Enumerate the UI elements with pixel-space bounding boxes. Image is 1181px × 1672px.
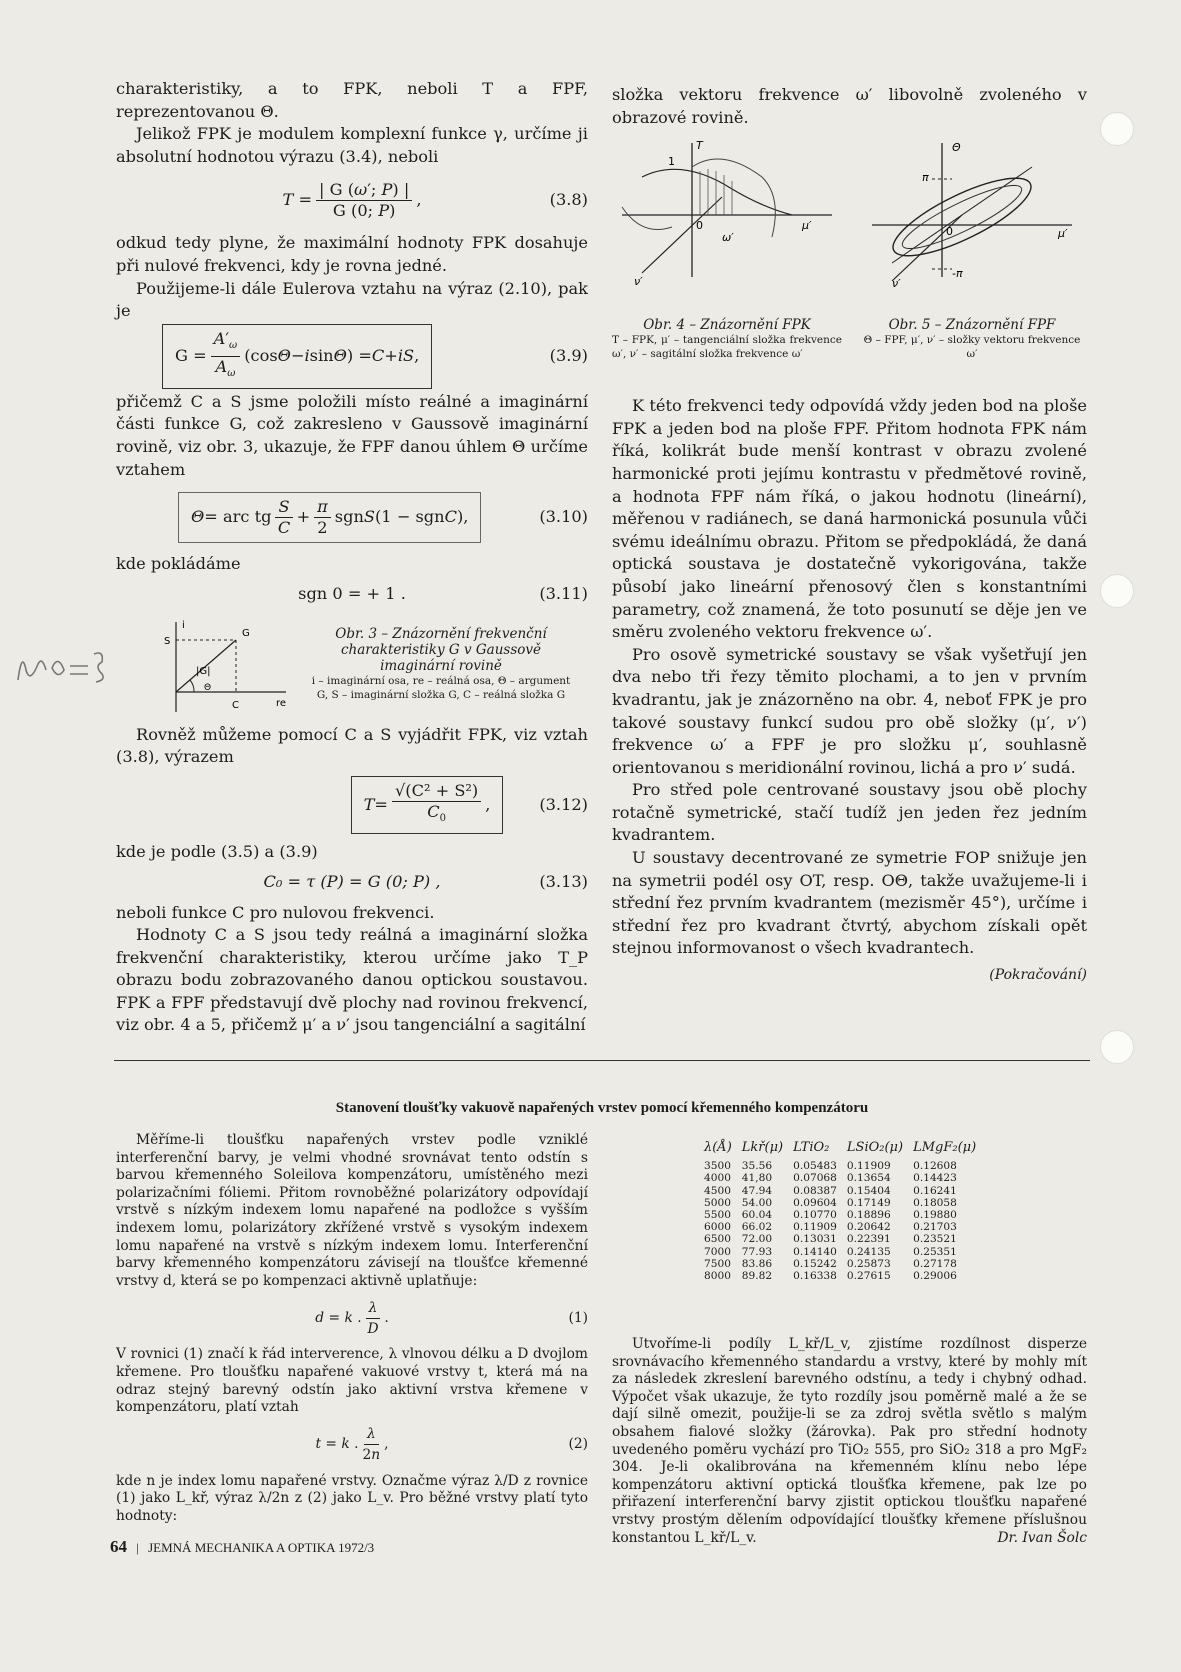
figure-5-legend: Θ – FPF, μ′, ν′ – složky vektoru frekvence ω′ <box>863 334 1081 361</box>
page-footer: 64 | JEMNÁ MECHANIKA A OPTIKA 1972/3 <box>110 1537 375 1556</box>
table-cell: 0.19880 <box>913 1209 957 1222</box>
figure-3 <box>116 616 588 720</box>
table-cell: 47.94 <box>741 1184 773 1197</box>
equation-3-8: T = $\frac{| G (\omega'; P) |}{G (0; P)}$ , (3.8) <box>282 179 588 220</box>
figure-3-diagram <box>146 616 296 716</box>
journal-name: JEMNÁ MECHANIKA A OPTIKA 1972/3 <box>148 1540 375 1555</box>
equation-number: (3.8) <box>549 190 588 210</box>
equation-1: d = k . $\frac{\lambda}{D}$ . (1) <box>315 1299 588 1337</box>
table-cell: 0.15404 <box>846 1184 891 1197</box>
table-cell: 0.16241 <box>913 1184 957 1197</box>
table-row <box>704 1172 986 1184</box>
paragraph: Utvoříme-li podíly L_kř/L_v, zjistíme rozdílnost disperze srovnávacího křemenného standardu a vrstvy, které by mohly mít za následek zkreslení barevného odstínu, a tedy i chybný odhad. Výpočet však ukazuje, že tyto rozdíly jsou poměrně malé a že se dají silně omezit, použije-li se za zdroj světla světlo s malým obsahem fialové složky (žárovka). Pak pro střední hodnoty uvedeného poměru vychází pro TiO₂ 555, pro SiO₂ 318 a pro MgF₂ 304. Je-li okalibrována na křemenném klínu nebo lépe kompenzátoru aktivní optická tloušťka křemene, pak lze po přiřazení interferenční barvy zjistit optickou tloušťku napařené vrstvy prostým dělením odpovídající tloušťky křemene příslušnou konstantou L_kř/L_v. <box>612 1336 1087 1546</box>
table-header-row <box>704 1142 986 1160</box>
svg-text:i: i <box>182 619 185 631</box>
svg-text:G: G <box>242 627 250 639</box>
right-column <box>612 84 1087 987</box>
table-cell: 6500 <box>704 1233 731 1246</box>
svg-text:ω′: ω′ <box>722 231 734 245</box>
table-cell: 72.00 <box>741 1233 773 1246</box>
svg-text:μ′: μ′ <box>1058 227 1068 241</box>
figure-4-caption: Obr. 4 – Znázornění FPK <box>643 317 811 334</box>
table-cell: 5000 <box>704 1196 731 1209</box>
svg-text:-π: -π <box>952 267 963 281</box>
figure-5-diagram <box>862 137 1082 287</box>
paragraph: neboli funkce C pro nulovou frekvenci. <box>116 902 435 922</box>
punch-hole <box>1100 1030 1134 1064</box>
continued-note: (Pokračování) <box>989 967 1087 984</box>
column-header: λ(Å) <box>704 1140 732 1155</box>
table-cell: 0.09604 <box>793 1196 837 1209</box>
table-cell: 60.04 <box>741 1209 773 1222</box>
equation-3-9: G = $\frac{A'_\omega}{A_\omega}$ (cos Θ − i sin Θ ) = C + iS , (3.9) <box>162 329 588 385</box>
left-column <box>116 78 588 1037</box>
paragraph: Pro střed pole centrované soustavy jsou obě plochy rotačně symetrické, stačí tudíž jen jeden řez jedním kvadrantem. <box>612 780 1087 845</box>
table-cell: 0.25351 <box>913 1245 957 1258</box>
table-row <box>704 1270 986 1282</box>
paragraph: složka vektoru frekvence ω′ libovolně zvoleného v obrazové rovině. <box>612 85 1087 127</box>
paragraph: kde n je index lomu napařené vrstvy. Označme výraz λ/D z rovnice (1) jako L_kř, výraz λ/2n z (2) jako L_v. Pro běžné vrstvy platí tyto hodnoty: <box>116 1472 588 1524</box>
table-cell: 0.17149 <box>846 1196 891 1209</box>
table-cell: 54.00 <box>741 1196 773 1209</box>
paragraph: odkud tedy plyne, že maximální hodnoty FPK dosahuje při nulové frekvenci, kdy je rovna jedné. <box>116 233 588 275</box>
equation-3-13: C₀ = τ (P) = G (0; P) , (3.13) <box>116 870 588 896</box>
table-cell: 0.20642 <box>846 1221 891 1234</box>
svg-text:S: S <box>164 635 171 647</box>
table-cell: 0.12608 <box>913 1160 957 1173</box>
equation-number: (3.13) <box>539 872 588 892</box>
svg-text:C: C <box>232 699 239 711</box>
table-cell: 0.25873 <box>846 1257 891 1270</box>
table-cell: 0.27615 <box>846 1270 891 1283</box>
svg-text:0: 0 <box>946 225 953 239</box>
column-header: LSiO₂(μ) <box>846 1140 904 1155</box>
article-right-column <box>612 1336 1087 1548</box>
equation-2: t = k . $\frac{\lambda}{2n}$ , (2) <box>315 1426 588 1464</box>
figure-5-caption: Obr. 5 – Znázornění FPF <box>888 317 1056 334</box>
svg-text:Θ: Θ <box>952 141 961 155</box>
paragraph: Hodnoty C a S jsou tedy reálná a imaginární složka frekvenční charakteristiky, kterou určíme jako T_P obrazu bodu zobrazovaného danou optickou soustavou. FPK a FPF představují dvě plochy nad rovinou frekvencí, viz obr. 4 a 5, přičemž μ′ a ν′ jsou tangenciální a sagitální <box>116 925 588 1035</box>
column-header: LTiO₂ <box>793 1140 830 1155</box>
equation-number: (3.11) <box>539 584 588 604</box>
equation-3-12: T = $\frac{\text{√(C² + S²)}}{C_0}$ , (3.12) <box>116 775 588 835</box>
table-cell: 0.18058 <box>913 1196 957 1209</box>
table-body <box>704 1160 986 1282</box>
table-row <box>704 1197 986 1209</box>
paragraph: přičemž C a S jsme položili místo reálné a imaginární části funkce G, což zakresleno v Gaussově imaginární rovině, viz obr. 3, ukazuje, že FPF danou úhlem Θ určíme vztahem <box>116 391 588 479</box>
paragraph: K této frekvenci tedy odpovídá vždy jeden bod na ploše FPK a jeden bod na ploše FPF. Přitom hodnota FPK nám říká, kolikrát bude menší kontrast v obrazu zvolené harmonické proti jejímu kontrastu v předmětové rovině, a hodnota FPF nám říká, o jakou hodnotu (lineární), měřenou v radiánech, se daná harmonická posunula vůči svému ideálnímu obrazu. Přitom se předpokládá, že daná optická soustava je dostatečně vykorigována, takže působí jako lineární přenosový člen s konstantními parametry, což znamená, že toto posunutí se děje jen ve směru zvoleného vektoru frekvence ω′. <box>612 396 1087 642</box>
punch-hole <box>1100 574 1134 608</box>
figure-4-diagram <box>612 137 842 287</box>
table-cell: 6000 <box>704 1221 731 1234</box>
equation-number: (3.12) <box>539 794 588 814</box>
table-row <box>704 1233 986 1245</box>
table-cell: 83.86 <box>741 1257 773 1270</box>
section-divider <box>114 1060 1090 1061</box>
table-row <box>704 1185 986 1197</box>
equation-3-11: sgn 0 = + 1 . (3.11) <box>116 582 588 608</box>
table-cell: 3500 <box>704 1160 731 1173</box>
equation-number: (3.9) <box>549 346 588 366</box>
paragraph: Měříme-li tloušťku napařených vrstev podle vzniklé interferenční barvy, je velmi vhodné srovnávat tento odstín s barvou křemenného Soleilova kompenzátoru, umístěného mezi polarizačními fóliemi. Přitom rovnoběžné polarizátory odpovídají vrstvě s nízkým indexem lomu napařené na podložce s vyšším indexem lomu, polarizátory zkřížené vrstvě s vysokým indexem lomu napařené na vrstvě s nízkým indexem lomu. Interferenční barvy křemenného kompenzátoru závisejí na tloušťce křemenné vrstvy d, která se po kompenzaci aktivně uplatňuje: <box>116 1132 588 1289</box>
svg-text:T: T <box>696 139 703 153</box>
table-cell: 0.18896 <box>846 1209 891 1222</box>
table-cell: 89.82 <box>741 1270 773 1283</box>
paragraph: V rovnici (1) značí k řád interverence, λ vlnovou délku a D dvojlom křemene. Pro tloušťku napařené vakuové vrstvy t, která má na odraz stejný barevný odstín jako aktivní vrstva křemene v kompenzátoru, platí vztah <box>116 1346 588 1416</box>
table-cell: 0.15242 <box>793 1257 837 1270</box>
table-cell: 7000 <box>704 1245 731 1258</box>
svg-text:Θ: Θ <box>204 682 212 693</box>
svg-text:1: 1 <box>668 155 675 169</box>
table-cell: 0.14423 <box>913 1172 957 1185</box>
article-title: Stanovení tloušťky vakuově napařených vrstev pomocí křemenného kompenzátoru <box>335 1100 869 1116</box>
figures-4-5 <box>612 137 1087 395</box>
table-cell: 5500 <box>704 1209 731 1222</box>
table-cell: 8000 <box>704 1270 731 1283</box>
table-cell: 0.27178 <box>913 1257 957 1270</box>
paragraph: charakteristiky, a to FPK, neboli T a FPF, reprezentovanou Θ. <box>116 79 588 121</box>
paragraph: Použijeme-li dále Eulerova vztahu na výraz (2.10), pak je <box>116 278 588 321</box>
table-cell: 0.11909 <box>793 1221 837 1234</box>
values-table <box>704 1142 986 1282</box>
equation-3-10: Θ = arc tg $\frac{S}{C}$ + $\frac{\pi}{2}$ sgn S (1 − sgn C ), (3.10) <box>178 487 588 547</box>
table-cell: 35.56 <box>741 1160 773 1173</box>
table-row <box>704 1221 986 1233</box>
paragraph: kde je podle (3.5) a (3.9) <box>116 841 318 861</box>
table-cell: 66.02 <box>741 1221 773 1234</box>
table-row <box>704 1246 986 1258</box>
table-cell: 4000 <box>704 1172 731 1185</box>
table-cell: 0.08387 <box>793 1184 837 1197</box>
table-cell: 77.93 <box>741 1245 773 1258</box>
table-row <box>704 1160 986 1172</box>
paragraph: Rovněž můžeme pomocí C a S vyjádřit FPK, viz vztah (3.8), výrazem <box>116 724 588 767</box>
table-cell: 0.13031 <box>793 1233 837 1246</box>
svg-text:|G|: |G| <box>196 665 211 677</box>
svg-text:re: re <box>276 697 287 709</box>
figure-4-legend: T – FPK, μ′ – tangenciální složka frekvence ω′, ν′ – sagitální složka frekvence ω′ <box>612 334 842 361</box>
table-cell: 0.14140 <box>793 1245 837 1258</box>
column-header: LMgF₂(μ) <box>913 1140 977 1155</box>
svg-text:0: 0 <box>696 219 703 233</box>
handwritten-note <box>8 640 108 700</box>
table-cell: 0.23521 <box>913 1233 957 1246</box>
svg-text:ν′: ν′ <box>634 275 643 288</box>
table-cell: 0.10770 <box>793 1209 837 1222</box>
page-number: 64 <box>110 1537 127 1556</box>
table-cell: 0.13654 <box>846 1172 891 1185</box>
table-cell: 0.11909 <box>846 1160 891 1173</box>
table-cell: 4500 <box>704 1184 731 1197</box>
table-cell: 41,80 <box>741 1172 773 1185</box>
table-row <box>704 1209 986 1221</box>
author: Dr. Ivan Šolc <box>997 1530 1087 1547</box>
punch-hole <box>1100 112 1134 146</box>
figure-3-legend: i – imaginární osa, re – reálná osa, Θ – argument G, S – imaginární složka G, C – reálná složka G <box>311 674 571 701</box>
table-cell: 0.22391 <box>846 1233 891 1246</box>
paragraph: kde pokládáme <box>116 554 241 574</box>
equation-number: (2) <box>568 1435 588 1452</box>
figure-3-caption: Obr. 3 – Znázornění frekvenční charakteristiky G v Gaussově imaginární rovině <box>335 625 547 674</box>
table-cell: 0.29006 <box>913 1270 957 1283</box>
table-cell: 0.05483 <box>793 1160 837 1173</box>
equation-number: (1) <box>568 1309 588 1326</box>
table-row <box>704 1258 986 1270</box>
table-cell: 7500 <box>704 1257 731 1270</box>
table-cell: 0.21703 <box>913 1221 957 1234</box>
paragraph: Pro osově symetrické soustavy se však vyšetřují jen dva nebo tři řezy těmito plochami, a to jen v prvním kvadrantu, jak je znázorněno na obr. 4, neboť FPK je pro takové soustavy funkcí sudou pro obě složky (μ′, ν′) frekvence ω′ a FPF je pro složku μ′, souhlasně orientovanou s meridionální rovinou, lichá a pro ν′ sudá. <box>612 644 1087 777</box>
column-header: Lkř(μ) <box>741 1140 784 1155</box>
table-cell: 0.07068 <box>793 1172 837 1185</box>
svg-text:ν′: ν′ <box>892 277 901 288</box>
paragraph: U soustavy decentrované ze symetrie FOP snižuje jen na symetrii podél osy OT, resp. OΘ, takže uvažujeme-li i střední řez prvním kvadrantem (mezisměr 45°), určíme i střední řez pro kvadrant čtvrtý, abychom získali opět stejnou informovanost o všech kvadrantech. <box>612 848 1087 958</box>
equation-number: (3.10) <box>539 506 588 526</box>
svg-text:μ′: μ′ <box>802 219 812 233</box>
table-cell: 0.16338 <box>793 1270 837 1283</box>
paragraph: Jelikož FPK je modulem komplexní funkce γ, určíme ji absolutní hodnotou výrazu (3.4), neboli <box>116 124 588 166</box>
svg-text:π: π <box>922 171 929 185</box>
table-cell: 0.24135 <box>846 1245 891 1258</box>
article-left-column <box>116 1132 588 1526</box>
